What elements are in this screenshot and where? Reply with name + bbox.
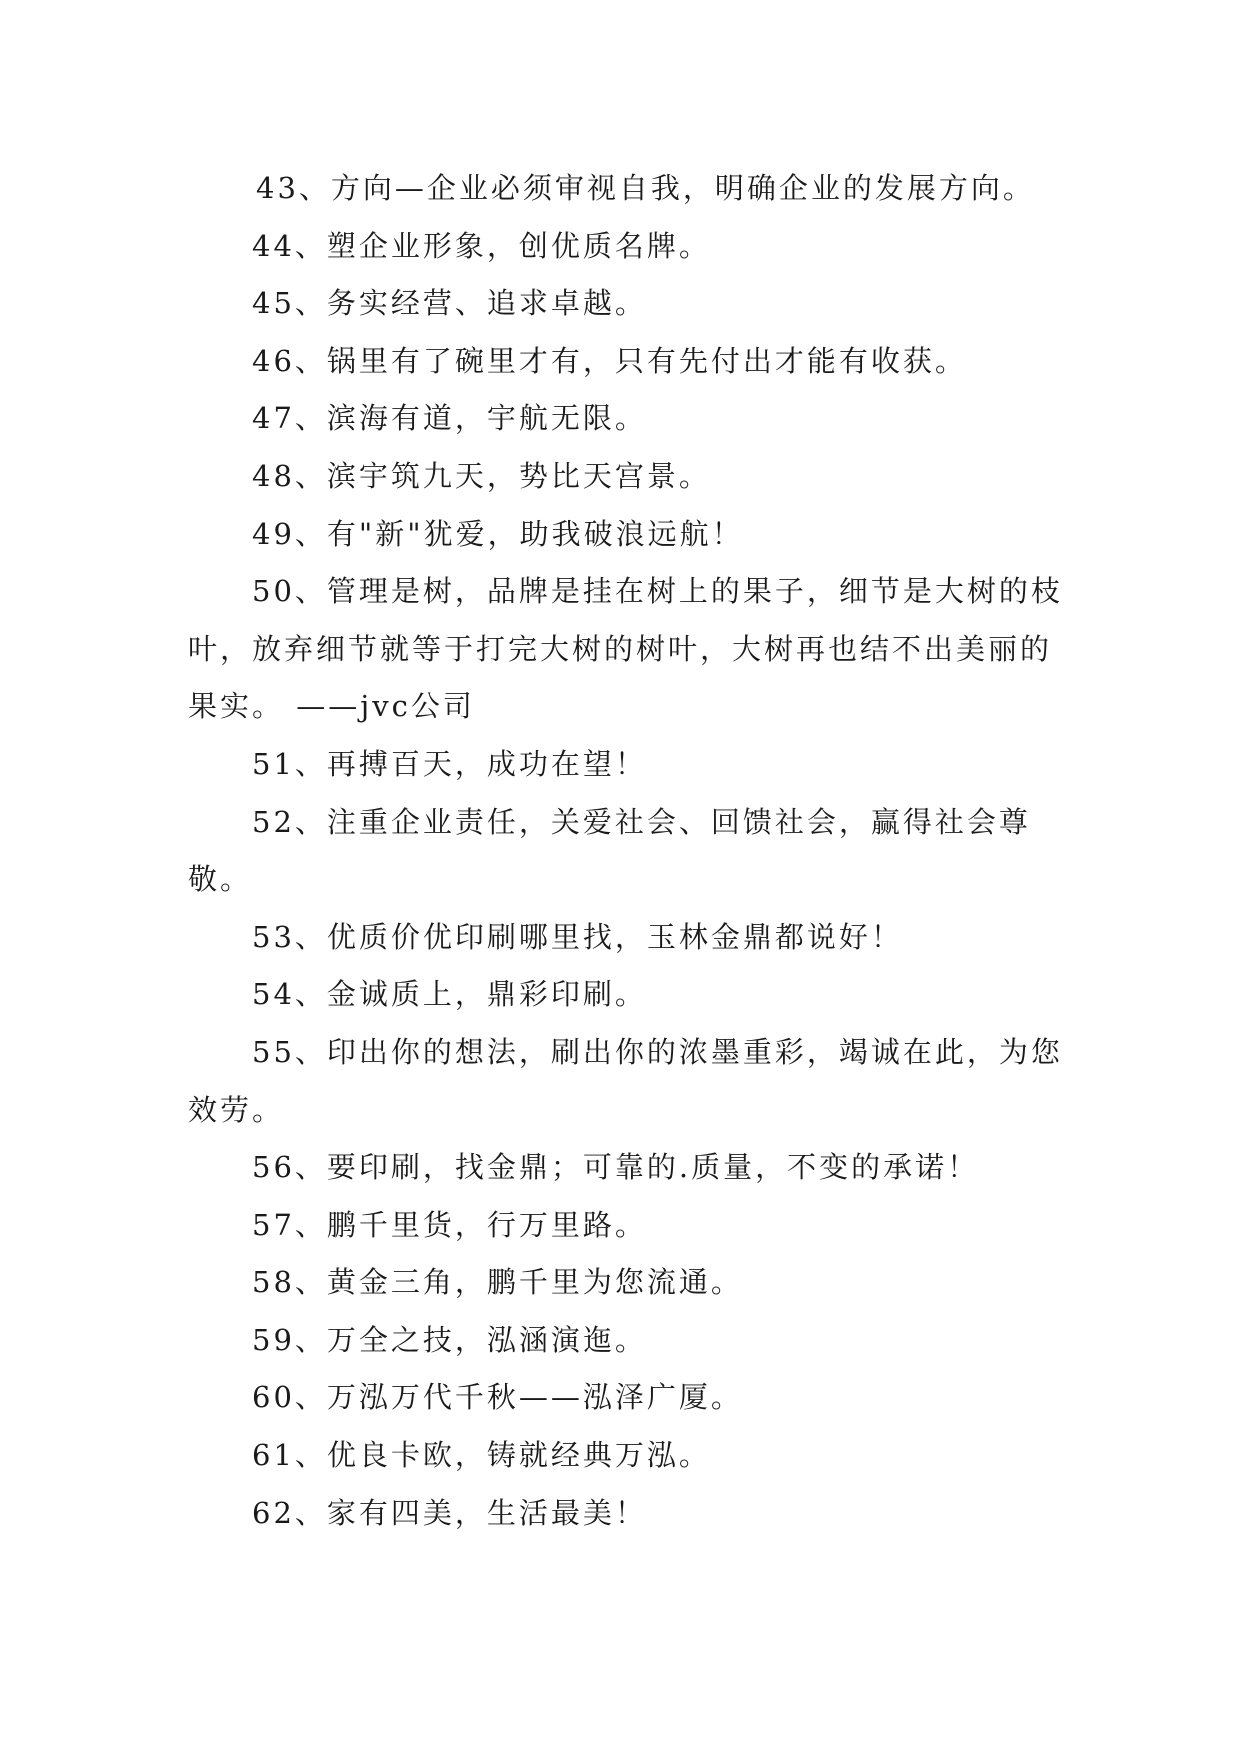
slogan-paragraph-43: 43、方向—企业必须审视自我，明确企业的发展方向。 <box>256 171 1035 205</box>
slogan-paragraph-52: 52、注重企业责任，关爱社会、回馈社会，赢得社会尊敬。 <box>188 804 1031 897</box>
slogan-paragraph-58: 58、黄金三角，鹏千里为您流通。 <box>252 1265 743 1300</box>
slogan-paragraph-54: 54、金诚质上，鼎彩印刷。 <box>252 977 647 1012</box>
slogan-paragraph-48: 48、滨宇筑九天，势比天宫景。 <box>252 458 711 493</box>
slogan-paragraph-47: 47、滨海有道，宇航无限。 <box>252 401 647 436</box>
slogan-paragraph-44: 44、塑企业形象，创优质名牌。 <box>252 228 711 263</box>
slogan-paragraph-50: 50、管理是树，品牌是挂在树上的果子，细节是大树的枝叶，放弃细节就等于打完大树的树叶，大树再也结不出美丽的果实。 ——jvc公司 <box>188 574 1063 724</box>
slogan-paragraph-51: 51、再搏百天，成功在望！ <box>252 746 647 781</box>
slogan-paragraph-59: 59、万全之技，泓涵演迤。 <box>252 1322 647 1357</box>
slogan-paragraph-46: 46、锅里有了碗里才有，只有先付出才能有收获。 <box>252 343 967 378</box>
slogan-paragraph-57: 57、鹏千里货，行万里路。 <box>252 1207 647 1242</box>
slogan-paragraph-45: 45、务实经营、追求卓越。 <box>252 286 647 321</box>
slogan-paragraph-55: 55、印出你的想法，刷出你的浓墨重彩，竭诚在此，为您效劳。 <box>188 1034 1063 1127</box>
slogan-paragraph-49: 49、有"新"犹爱，助我破浪远航！ <box>252 516 744 551</box>
slogan-paragraph-53: 53、优质价优印刷哪里找，玉林金鼎都说好！ <box>252 919 903 954</box>
slogan-paragraph-60: 60、万泓万代千秋——泓泽广厦。 <box>252 1380 743 1415</box>
slogan-paragraph-61: 61、优良卡欧，铸就经典万泓。 <box>252 1438 711 1473</box>
slogan-paragraph-56: 56、要印刷，找金鼎；可靠的.质量，不变的承诺！ <box>252 1150 980 1185</box>
document-body <box>188 160 1068 1542</box>
slogan-paragraph-62: 62、家有四美，生活最美！ <box>252 1495 647 1530</box>
